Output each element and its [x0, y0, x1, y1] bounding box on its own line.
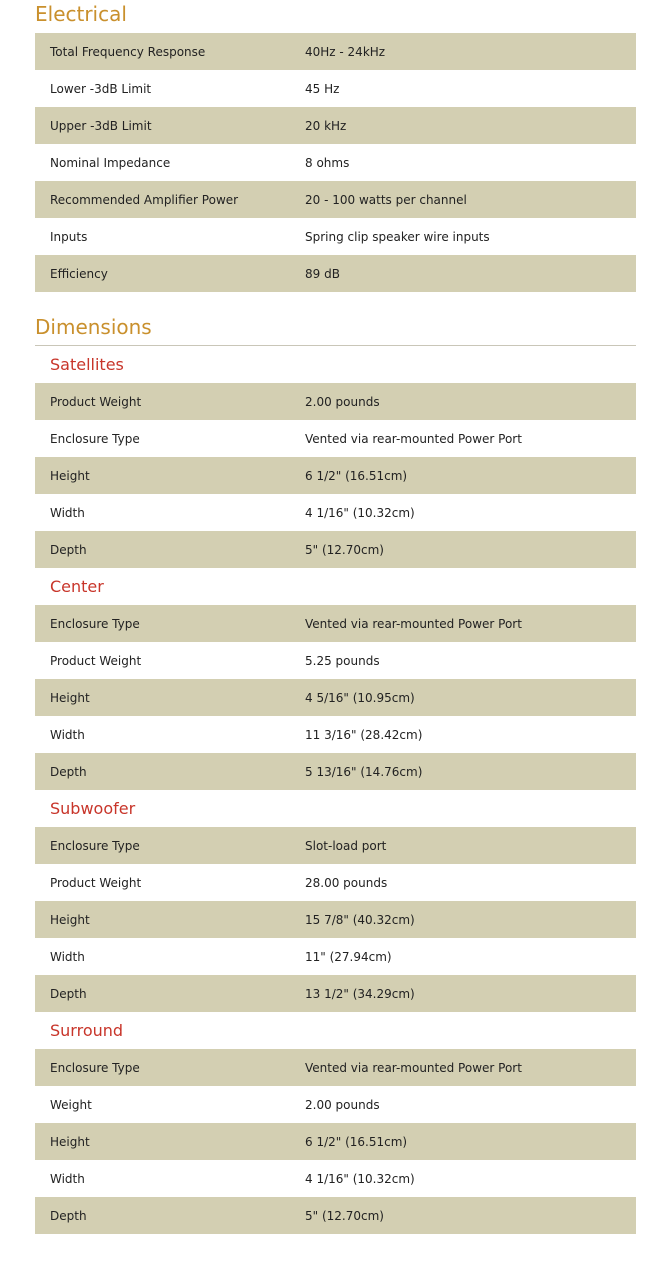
satellites-title: Satellites	[50, 355, 124, 374]
spec-value: 4 1/16" (10.32cm)	[305, 494, 636, 531]
spec-value: 2.00 pounds	[305, 1086, 636, 1123]
table-row	[35, 1086, 636, 1123]
electrical-table	[35, 33, 636, 292]
spec-label: Height	[35, 679, 305, 716]
spec-label: Depth	[35, 1197, 305, 1234]
table-row	[35, 901, 636, 938]
spec-label: Nominal Impedance	[35, 144, 305, 181]
spec-value: 40Hz - 24kHz	[305, 33, 636, 70]
spec-value: 13 1/2" (34.29cm)	[305, 975, 636, 1012]
spec-label: Depth	[35, 753, 305, 790]
spec-value: Vented via rear-mounted Power Port	[305, 420, 636, 457]
section-divider	[35, 345, 636, 346]
table-row	[35, 753, 636, 790]
table-row	[35, 383, 636, 420]
table-row	[35, 1197, 636, 1234]
table-row	[35, 938, 636, 975]
spec-value: 5" (12.70cm)	[305, 1197, 636, 1234]
surround-title: Surround	[50, 1021, 124, 1040]
table-row	[35, 1049, 636, 1086]
spec-label: Height	[35, 901, 305, 938]
table-row	[35, 827, 636, 864]
subwoofer-table	[35, 827, 636, 1012]
spec-value: 20 - 100 watts per channel	[305, 181, 636, 218]
spec-label: Recommended Amplifier Power	[35, 181, 305, 218]
spec-label: Height	[35, 1123, 305, 1160]
spec-value: 6 1/2" (16.51cm)	[305, 457, 636, 494]
spec-label: Width	[35, 938, 305, 975]
spec-label: Lower -3dB Limit	[35, 70, 305, 107]
spec-label: Width	[35, 716, 305, 753]
spec-label: Depth	[35, 975, 305, 1012]
table-row	[35, 457, 636, 494]
table-row	[35, 255, 636, 292]
table-row	[35, 107, 636, 144]
spec-label: Enclosure Type	[35, 1049, 305, 1086]
spec-label: Product Weight	[35, 642, 305, 679]
spec-label: Inputs	[35, 218, 305, 255]
spec-label: Weight	[35, 1086, 305, 1123]
spec-label: Enclosure Type	[35, 420, 305, 457]
table-row	[35, 33, 636, 70]
table-row	[35, 181, 636, 218]
spec-value: 4 5/16" (10.95cm)	[305, 679, 636, 716]
spec-value: 8 ohms	[305, 144, 636, 181]
spec-value: 6 1/2" (16.51cm)	[305, 1123, 636, 1160]
table-row	[35, 1123, 636, 1160]
spec-value: 5.25 pounds	[305, 642, 636, 679]
table-row	[35, 864, 636, 901]
table-row	[35, 70, 636, 107]
center-title: Center	[50, 577, 104, 596]
spec-label: Width	[35, 1160, 305, 1197]
spec-label: Total Frequency Response	[35, 33, 305, 70]
satellites-table	[35, 383, 636, 568]
dimensions-title: Dimensions	[35, 315, 152, 339]
spec-label: Enclosure Type	[35, 827, 305, 864]
table-row	[35, 975, 636, 1012]
subwoofer-title: Subwoofer	[50, 799, 136, 818]
spec-label: Product Weight	[35, 864, 305, 901]
spec-value: 45 Hz	[305, 70, 636, 107]
table-row	[35, 642, 636, 679]
table-row	[35, 144, 636, 181]
spec-value: 2.00 pounds	[305, 383, 636, 420]
surround-table	[35, 1049, 636, 1234]
spec-value: 15 7/8" (40.32cm)	[305, 901, 636, 938]
spec-value: 89 dB	[305, 255, 636, 292]
table-row	[35, 1160, 636, 1197]
spec-value: 5 13/16" (14.76cm)	[305, 753, 636, 790]
spec-label: Depth	[35, 531, 305, 568]
spec-label: Height	[35, 457, 305, 494]
table-row	[35, 605, 636, 642]
spec-value: Slot-load port	[305, 827, 636, 864]
spec-label: Product Weight	[35, 383, 305, 420]
spec-value: Spring clip speaker wire inputs	[305, 218, 636, 255]
spec-value: 4 1/16" (10.32cm)	[305, 1160, 636, 1197]
spec-value: 20 kHz	[305, 107, 636, 144]
spec-value: 11" (27.94cm)	[305, 938, 636, 975]
spec-value: 11 3/16" (28.42cm)	[305, 716, 636, 753]
spec-value: 28.00 pounds	[305, 864, 636, 901]
spec-label: Width	[35, 494, 305, 531]
table-row	[35, 494, 636, 531]
table-row	[35, 420, 636, 457]
electrical-title: Electrical	[35, 2, 127, 26]
spec-value: Vented via rear-mounted Power Port	[305, 1049, 636, 1086]
spec-label: Efficiency	[35, 255, 305, 292]
spec-label: Enclosure Type	[35, 605, 305, 642]
spec-value: 5" (12.70cm)	[305, 531, 636, 568]
spec-label: Upper -3dB Limit	[35, 107, 305, 144]
table-row	[35, 716, 636, 753]
spec-value: Vented via rear-mounted Power Port	[305, 605, 636, 642]
center-table	[35, 605, 636, 790]
table-row	[35, 531, 636, 568]
table-row	[35, 218, 636, 255]
table-row	[35, 679, 636, 716]
